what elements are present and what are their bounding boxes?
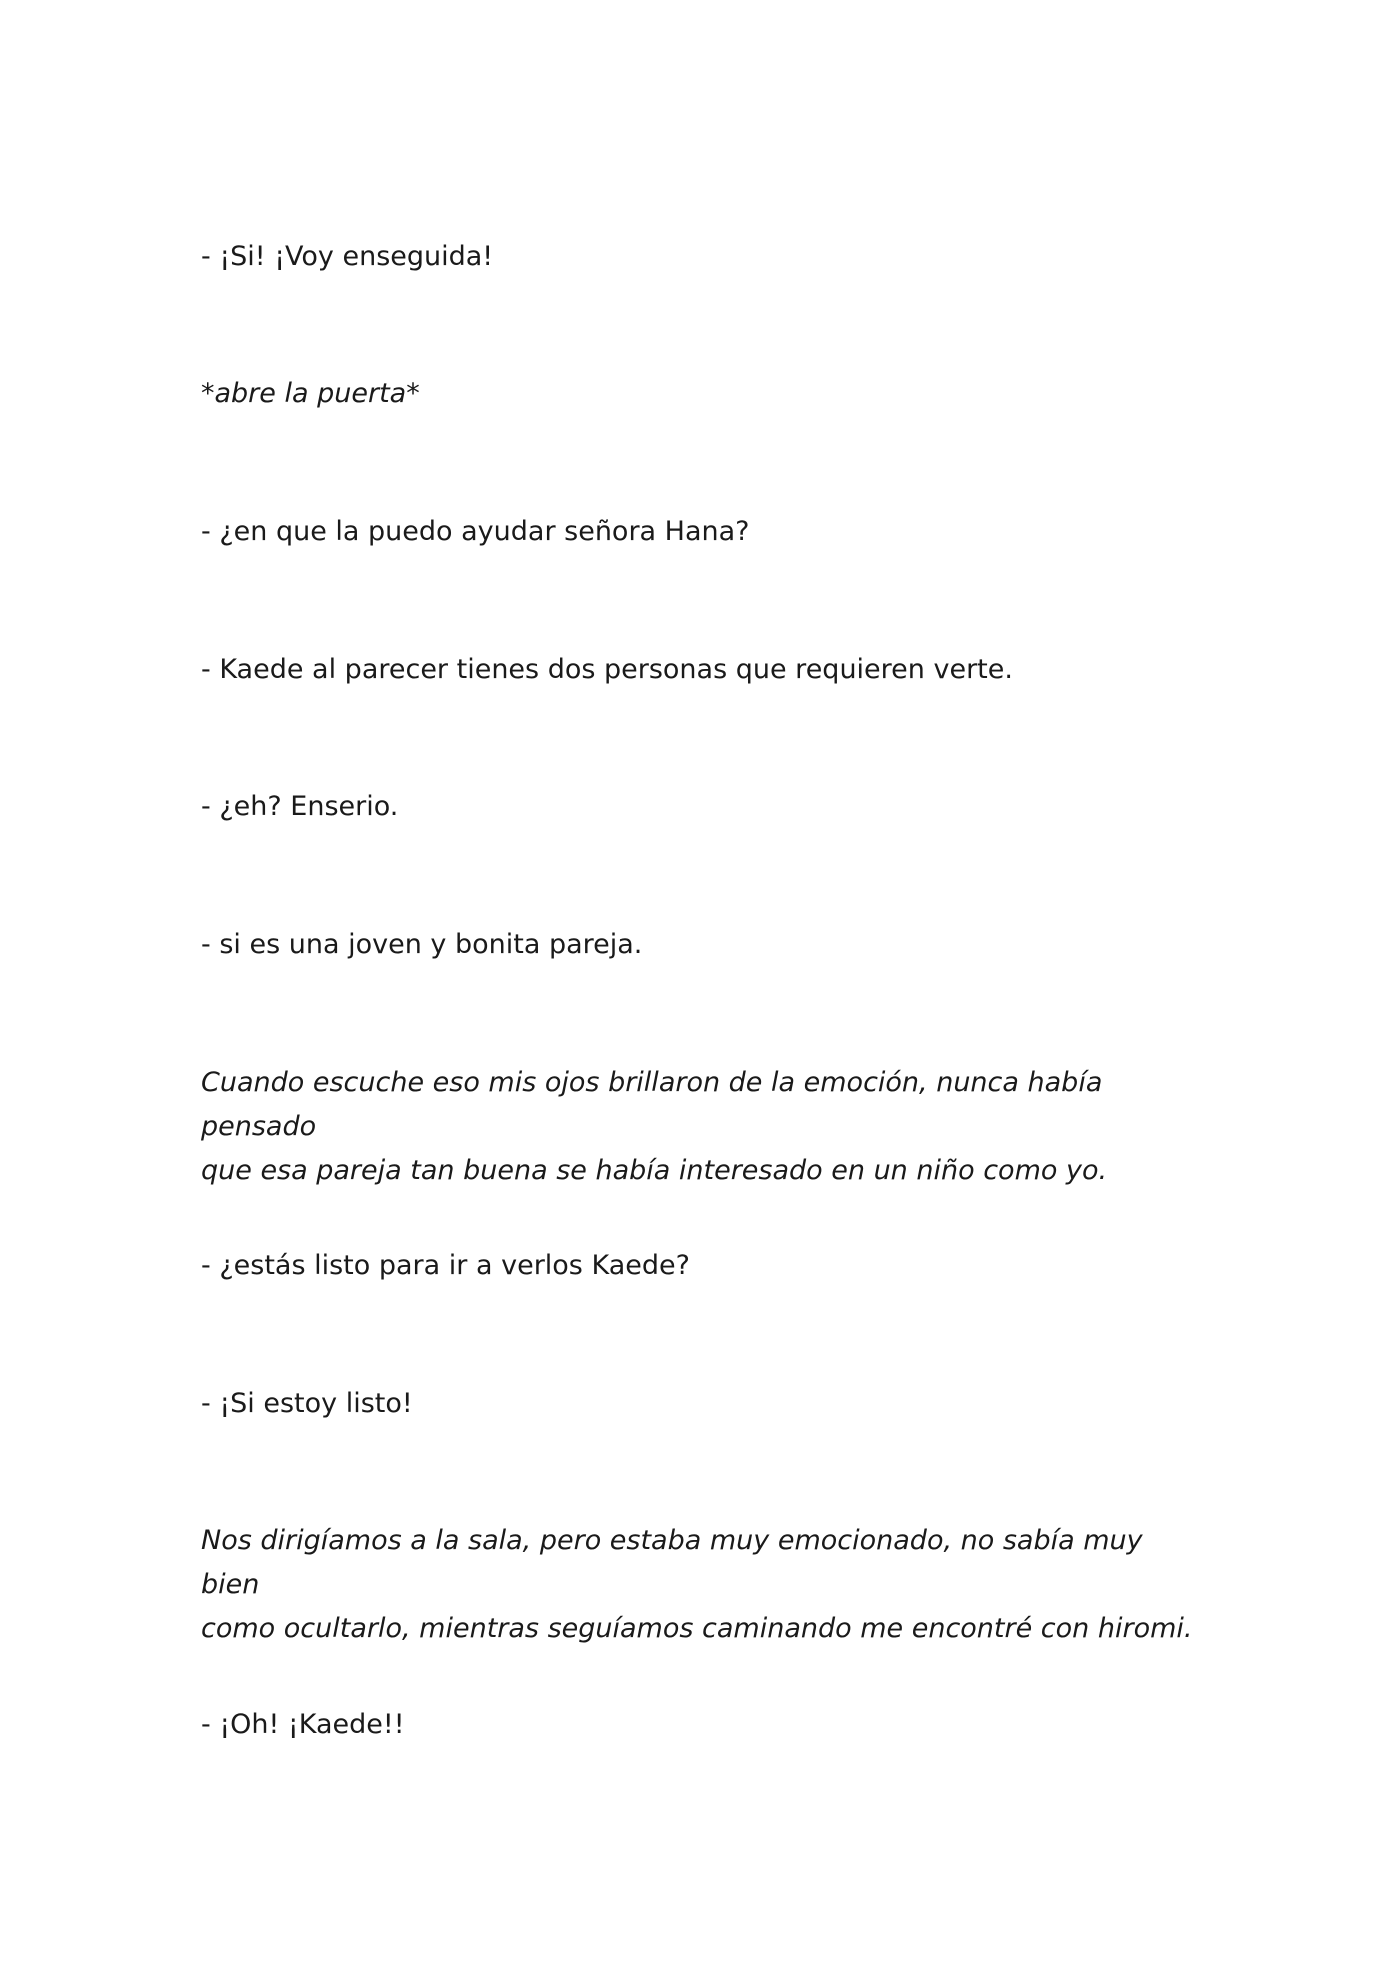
dialogue-line: - ¿estás listo para ir a verlos Kaede?: [201, 1250, 690, 1281]
dialogue-line: - ¿eh? Enserio.: [201, 791, 399, 822]
narration-line: que esa pareja tan buena se había interesado en un niño como yo.: [201, 1155, 1108, 1186]
dialogue-line: - Kaede al parecer tienes dos personas que requieren verte.: [201, 654, 1013, 685]
dialogue-line: - ¡Si estoy listo!: [201, 1388, 413, 1419]
narration-paragraph: [201, 1061, 1201, 1193]
dialogue-line: - ¡Oh! ¡Kaede!!: [201, 1709, 405, 1740]
dialogue-line: - ¿en que la puedo ayudar señora Hana?: [201, 516, 750, 547]
dialogue-line: - si es una joven y bonita pareja.: [201, 929, 643, 960]
narration-paragraph: [201, 1519, 1201, 1651]
action-line: *abre la puerta*: [201, 378, 420, 409]
narration-line: Nos dirigíamos a la sala, pero estaba muy emocionado, no sabía muy bien: [201, 1525, 1143, 1600]
narration-line: como ocultarlo, mientras seguíamos caminando me encontré con hiromi.: [201, 1613, 1193, 1644]
narration-line: Cuando escuche eso mis ojos brillaron de la emoción, nunca había pensado: [201, 1067, 1103, 1142]
dialogue-line: - ¡Si! ¡Voy enseguida!: [201, 241, 494, 272]
